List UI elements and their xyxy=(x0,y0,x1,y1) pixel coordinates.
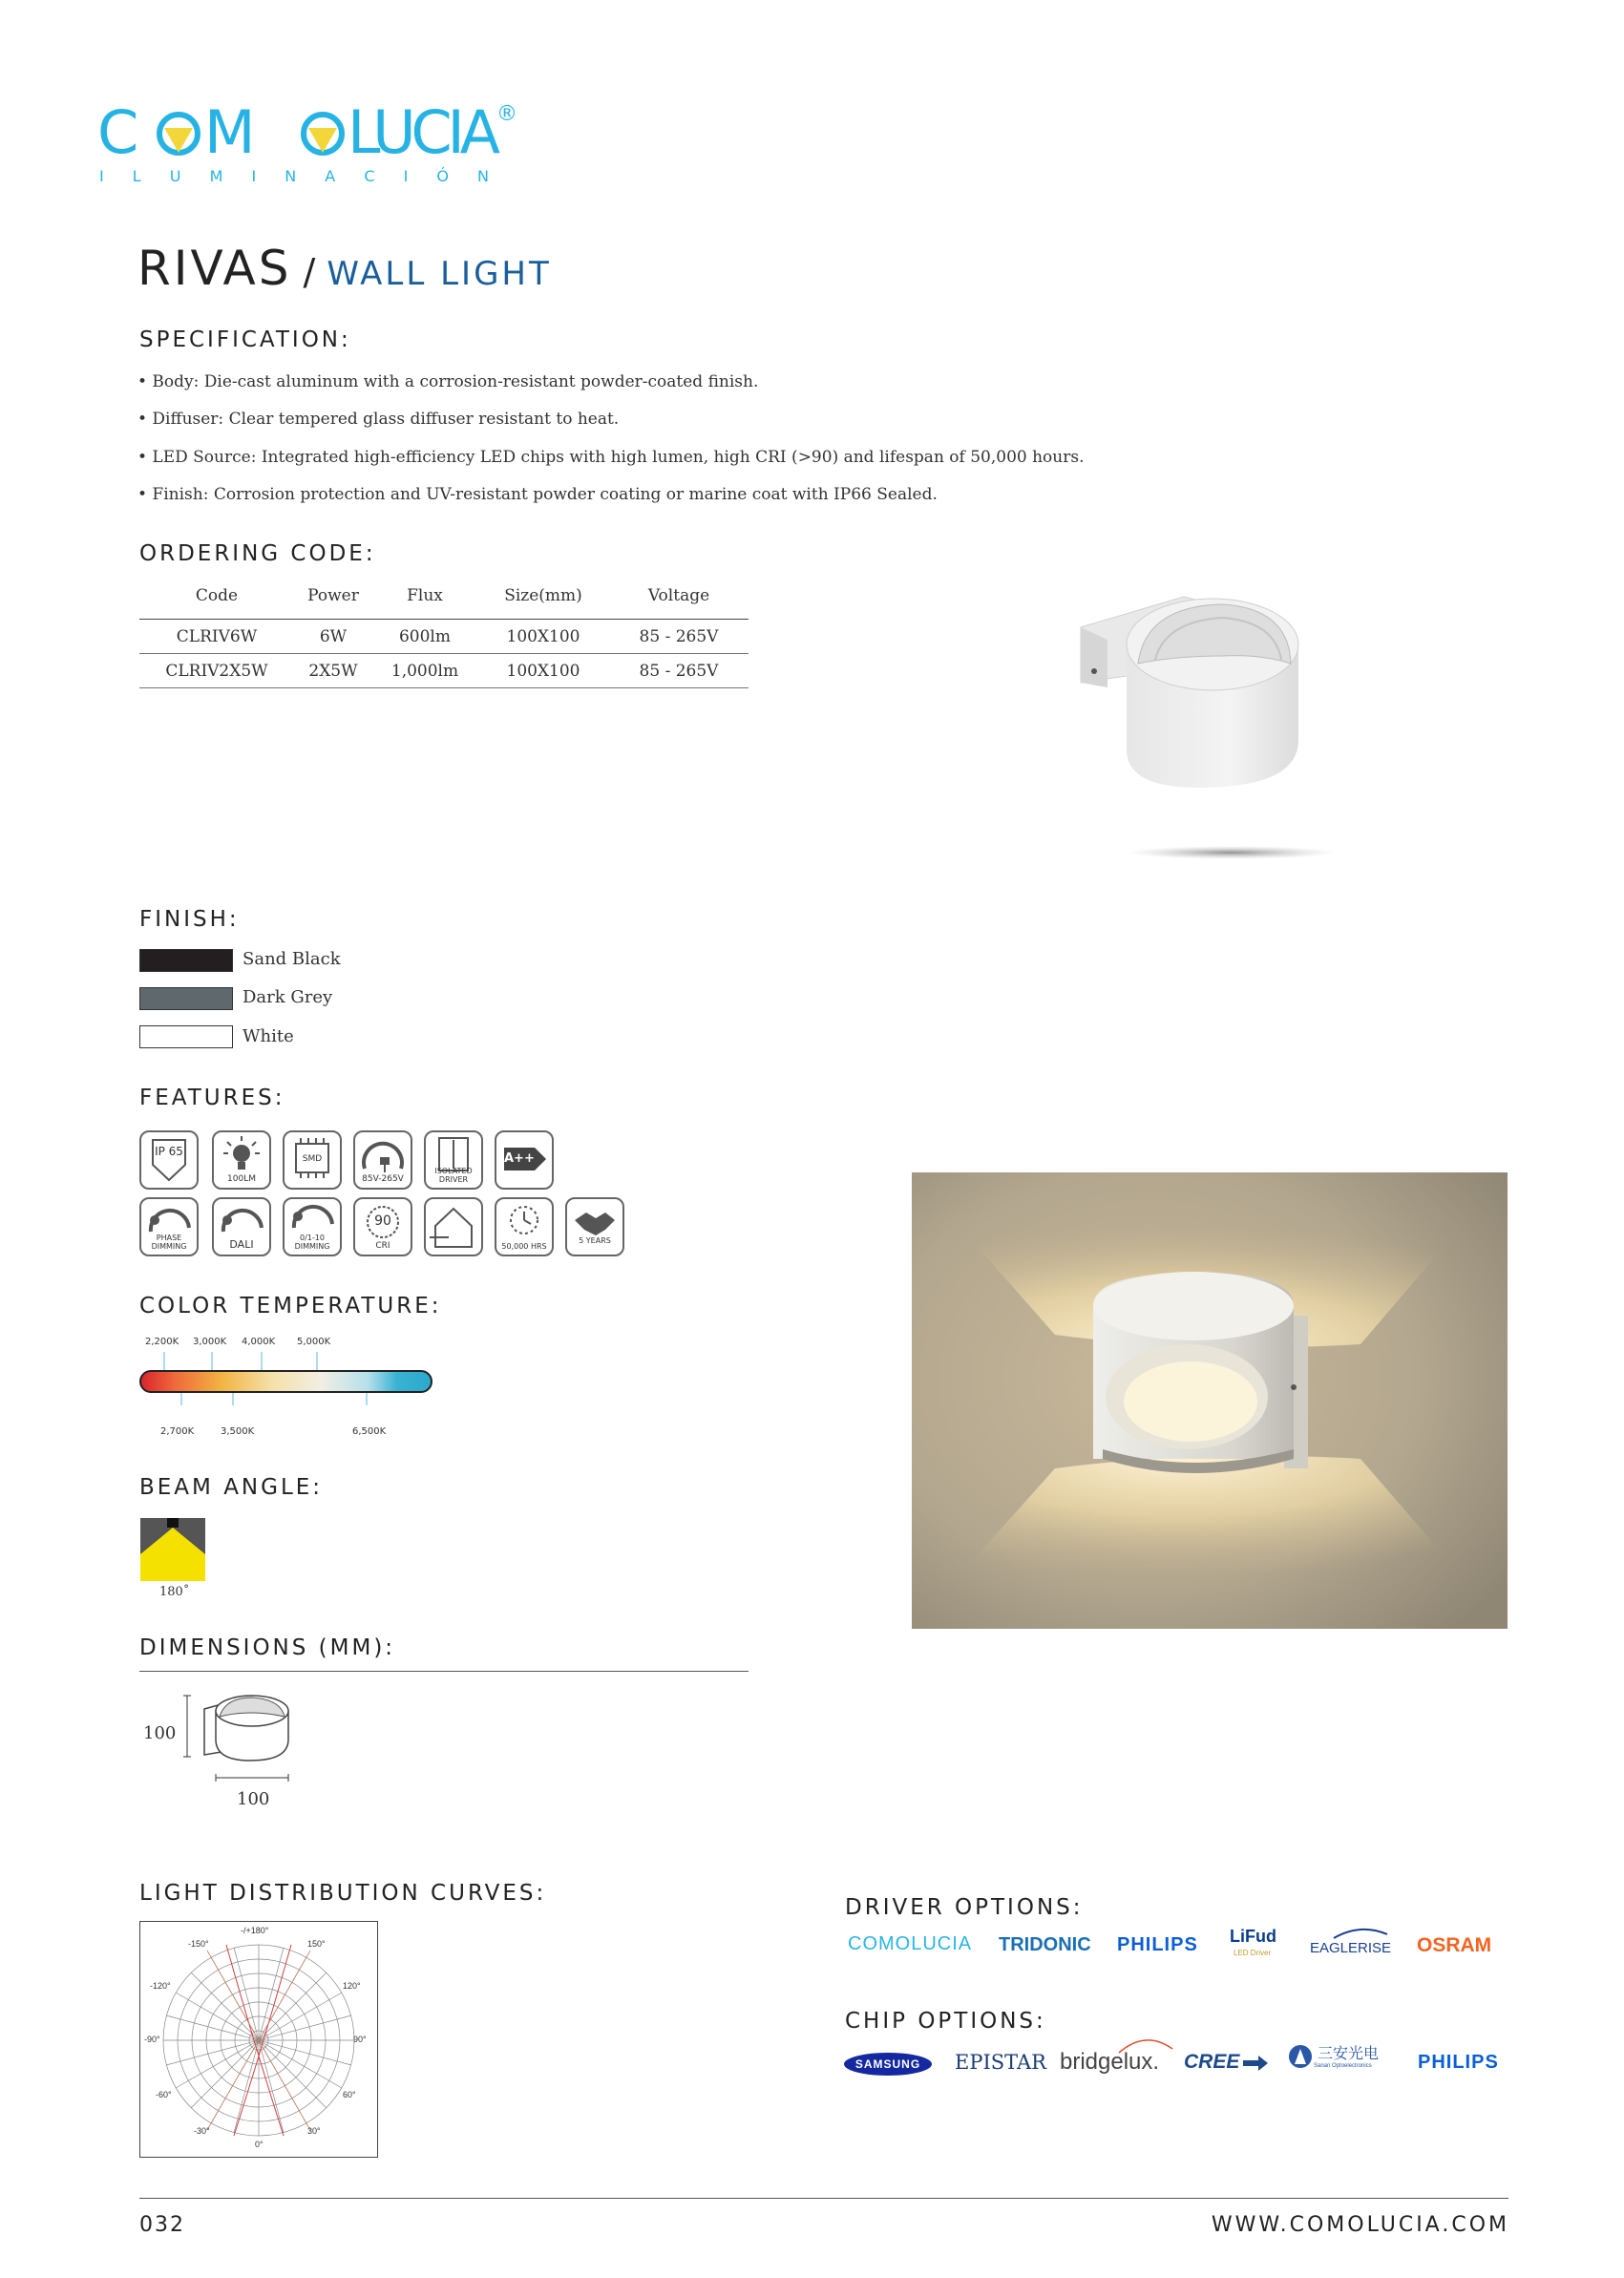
color-temperature-heading: COLOR TEMPERATURE: xyxy=(139,1294,442,1318)
eaglerise-swoosh-icon xyxy=(1332,1925,1389,1940)
warranty-label: 5 YEARS xyxy=(579,1236,611,1245)
polar-label: 0° xyxy=(255,2140,264,2149)
driver-logo-philips: PHILIPS xyxy=(1117,1934,1198,1955)
voltage-plug-icon xyxy=(353,1130,412,1190)
voltage-label: 85V-265V xyxy=(362,1174,404,1184)
ct-label-bottom: 3,500K xyxy=(221,1426,255,1437)
logo-tagline: I L U M I N A C I Ó N xyxy=(99,167,489,185)
indoor-house-icon xyxy=(424,1197,483,1256)
website-link[interactable]: WWW.COMOLUCIA.COM xyxy=(1211,2213,1509,2237)
spec-item: • Diffuser: Clear tempered glass diffuser resistant to heat. xyxy=(137,410,620,429)
logo-letter-m: M xyxy=(204,99,256,167)
chip-logo-cree: CREE xyxy=(1184,2051,1240,2073)
dimensions-heading: DIMENSIONS (MM): xyxy=(139,1635,396,1660)
polar-label: -120° xyxy=(150,1981,171,1991)
driver-logo-eaglerise: EAGLERISE xyxy=(1310,1940,1392,1956)
dimensions-divider xyxy=(139,1671,749,1672)
polar-label: 120° xyxy=(343,1981,361,1991)
cell-size: 100X100 xyxy=(506,626,580,646)
swatch-dark-grey xyxy=(139,987,233,1010)
chip-logo-epistar: EPISTAR xyxy=(955,2051,1046,2074)
table-row xyxy=(139,655,749,687)
isolated-label: ISOLATED DRIVER xyxy=(434,1167,473,1184)
dimension-drawing xyxy=(181,1692,306,1787)
chip-logo-bridgelux: bridgelux. xyxy=(1060,2049,1160,2075)
finish-label: White xyxy=(243,1026,294,1046)
table-row xyxy=(139,621,749,653)
phase-dimming-icon xyxy=(139,1197,199,1256)
lifespan-label: 50,000 HRS xyxy=(501,1242,547,1251)
installed-product-photo xyxy=(912,1172,1508,1629)
polar-label: -90° xyxy=(144,2035,160,2044)
driver-logo-osram: OSRAM xyxy=(1417,1934,1492,1956)
polar-label: 30° xyxy=(307,2126,321,2136)
driver-options-heading: DRIVER OPTIONS: xyxy=(845,1895,1084,1920)
polar-label: 90° xyxy=(353,2035,367,2044)
color-temperature-scale xyxy=(139,1352,435,1409)
spec-item: • LED Source: Integrated high-efficiency LED chips with high lumen, high CRI (>90) and lifespan of 50,000 hours. xyxy=(137,448,1085,467)
polar-label: -30° xyxy=(194,2126,210,2136)
polar-label: 60° xyxy=(343,2090,356,2099)
chip-logo-samsung xyxy=(844,2051,932,2078)
ct-label-bottom: 6,500K xyxy=(352,1426,387,1437)
cell-code: CLRIV6W xyxy=(176,626,258,646)
footer-divider xyxy=(139,2198,1508,2199)
dimming-label: 0/1-10 DIMMING xyxy=(294,1234,330,1251)
chip-logo-philips: PHILIPS xyxy=(1418,2052,1499,2073)
swatch-white xyxy=(139,1025,233,1048)
polar-label: -/+180° xyxy=(241,1926,269,1935)
cell-flux: 1,000lm xyxy=(390,661,459,681)
driver-logo-comolucia: COMOLUCIA xyxy=(848,1933,973,1954)
logo-mark xyxy=(97,99,537,185)
samsung-text: SAMSUNG xyxy=(854,2057,921,2071)
cell-power: 6W xyxy=(319,626,348,646)
dali-label: DALI xyxy=(229,1238,254,1251)
page-number: 032 xyxy=(139,2213,185,2237)
energy-label: A++ xyxy=(504,1151,535,1166)
dimension-height: 100 xyxy=(143,1723,177,1743)
table-header-row xyxy=(139,573,749,619)
column-header: Power xyxy=(307,585,359,605)
finish-label: Dark Grey xyxy=(243,987,333,1007)
driver-logo-tridonic: TRIDONIC xyxy=(999,1934,1091,1955)
isolated-driver-icon xyxy=(424,1130,483,1190)
column-header: Voltage xyxy=(647,585,710,605)
cell-size: 100X100 xyxy=(506,661,580,681)
phase-dimming-label: PHASE DIMMING xyxy=(151,1234,187,1251)
polar-label: -150° xyxy=(188,1939,209,1949)
cell-voltage: 85 - 265V xyxy=(639,661,719,681)
cri-icon xyxy=(353,1197,412,1256)
warranty-handshake-icon xyxy=(565,1197,624,1256)
spec-item: • Body: Die-cast aluminum with a corrosion-resistant powder-coated finish. xyxy=(137,372,759,391)
polar-label: 150° xyxy=(307,1939,326,1949)
beam-angle-icon xyxy=(140,1518,205,1581)
ordering-heading: ORDERING CODE: xyxy=(139,541,376,566)
column-header: Flux xyxy=(407,585,443,605)
product-image xyxy=(1069,587,1375,874)
cell-voltage: 85 - 265V xyxy=(639,626,719,646)
ordering-table xyxy=(139,573,749,689)
sanan-logo-icon xyxy=(1287,2041,1314,2074)
cell-power: 2X5W xyxy=(308,661,358,681)
column-header: Code xyxy=(195,585,239,605)
polar-label: -60° xyxy=(156,2090,172,2099)
driver-logo-lifud-sub: LED Driver xyxy=(1234,1949,1272,1957)
energy-class-icon xyxy=(495,1130,554,1190)
product-name: RIVAS xyxy=(137,241,292,296)
ldc-heading: LIGHT DISTRIBUTION CURVES: xyxy=(139,1881,547,1906)
swatch-sand-black xyxy=(139,949,233,972)
cri-label: CRI xyxy=(375,1241,390,1251)
finish-label: Sand Black xyxy=(243,949,341,969)
chip-logo-sanan-sub: Sanan Optoelectronics xyxy=(1314,2063,1372,2069)
beam-angle-value: 180˚ xyxy=(159,1585,190,1599)
column-header: Size(mm) xyxy=(504,585,582,605)
driver-logo-lifud: LiFud xyxy=(1230,1927,1276,1946)
ct-label-top: 5,000K xyxy=(297,1337,331,1347)
cell-code: CLRIV2X5W xyxy=(165,661,268,681)
lumen-label: 100LM xyxy=(227,1174,256,1184)
brand-logo xyxy=(97,99,537,185)
ct-label-top: 3,000K xyxy=(193,1337,227,1347)
finish-heading: FINISH: xyxy=(139,907,240,932)
logo-word: LUCIA xyxy=(348,99,500,167)
ip65-label: IP 65 xyxy=(155,1145,183,1158)
smd-chip-icon xyxy=(283,1130,342,1190)
registered-mark: ® xyxy=(496,102,517,126)
dimming-0-10-icon xyxy=(283,1197,342,1256)
ct-label-bottom: 2,700K xyxy=(160,1426,195,1437)
cell-flux: 600lm xyxy=(398,626,451,646)
page-title xyxy=(137,241,552,296)
lifespan-clock-icon xyxy=(495,1197,554,1256)
lumen-bulb-icon xyxy=(212,1130,271,1190)
cree-arrow-icon xyxy=(1243,2055,1268,2072)
logo-letter-c: C xyxy=(97,99,139,167)
cri-value: 90 xyxy=(374,1213,391,1229)
chip-logo-sanan: 三安光电 xyxy=(1318,2044,1380,2062)
title-separator: / xyxy=(291,251,327,293)
ip65-icon xyxy=(139,1130,199,1190)
dali-icon xyxy=(212,1197,271,1256)
dimension-width: 100 xyxy=(237,1789,270,1809)
specification-heading: SPECIFICATION: xyxy=(139,327,351,352)
bridgelux-arc-icon xyxy=(1117,2035,1174,2055)
product-category: WALL LIGHT xyxy=(327,255,552,293)
chip-options-heading: CHIP OPTIONS: xyxy=(845,2009,1046,2034)
features-heading: FEATURES: xyxy=(139,1086,285,1110)
polar-diagram xyxy=(139,1921,378,2158)
smd-label: SMD xyxy=(302,1154,323,1164)
ct-label-top: 4,000K xyxy=(242,1337,276,1347)
ct-label-top: 2,200K xyxy=(145,1337,179,1347)
beam-angle-heading: BEAM ANGLE: xyxy=(139,1475,324,1500)
spec-item: • Finish: Corrosion protection and UV-resistant powder coating or marine coat with IP66 Sealed. xyxy=(137,485,938,504)
